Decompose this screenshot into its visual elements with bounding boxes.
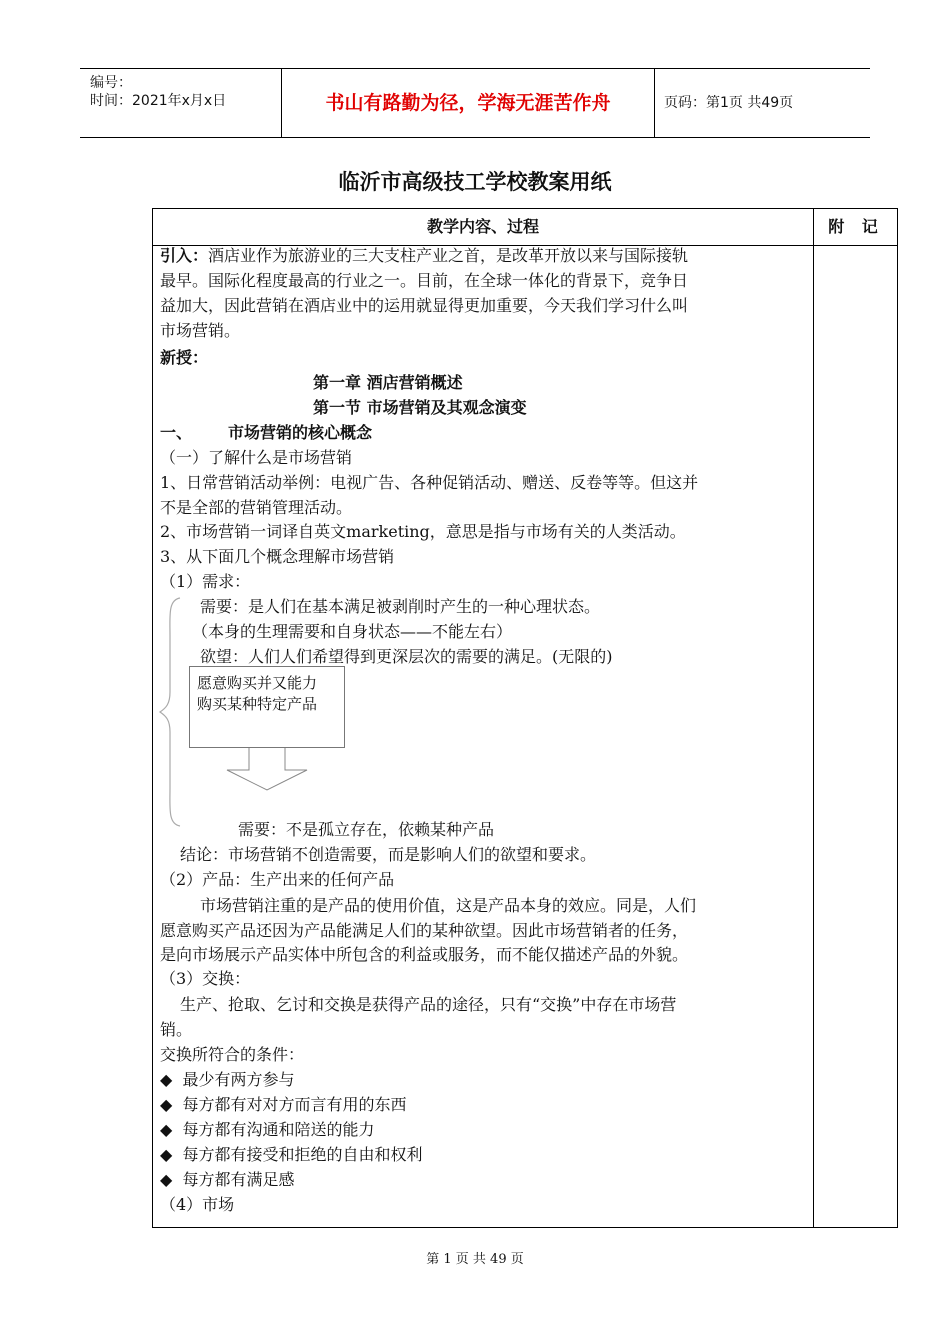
list-item: ◆ 每方都有对对方而言有用的东西 bbox=[160, 1095, 407, 1114]
need-note: （本身的生理需要和自身状态——不能左右） bbox=[192, 622, 513, 641]
paragraph: 愿意购买产品还因为产品能满足人们的某种欲望。因此市场营销者的任务， bbox=[160, 921, 689, 940]
intro-line: 市场营销。 bbox=[160, 321, 241, 340]
intro-line: 最早。国际化程度最高的行业之一。目前，在全球一体化的背景下，竞争日 bbox=[160, 271, 689, 290]
content-column-header: 教学内容、过程 bbox=[426, 217, 539, 236]
intro-label: 引入： bbox=[160, 246, 209, 265]
heading-number: 一、 bbox=[160, 423, 193, 442]
need-dependency: 需要：不是孤立存在，依赖某种产品 bbox=[238, 820, 495, 839]
number-label: 编号： bbox=[90, 75, 132, 91]
box-line: 愿意购买并又能力 bbox=[197, 674, 318, 692]
list-item: ◆ 每方都有接受和拒绝的自由和权利 bbox=[160, 1145, 423, 1164]
purchase-demand-box bbox=[189, 666, 345, 748]
core-concept-heading: 市场营销的核心概念 bbox=[228, 423, 373, 442]
paragraph: 不是全部的营销管理活动。 bbox=[160, 498, 353, 517]
list-item: ◆ 每方都有沟通和陪送的能力 bbox=[160, 1120, 375, 1139]
header-table bbox=[80, 68, 870, 138]
motto: 书山有路勤为径，学海无涯苦作舟 bbox=[282, 69, 655, 137]
diamond-bullet-icon: ◆ bbox=[160, 1145, 183, 1164]
diamond-bullet-icon: ◆ bbox=[160, 1170, 183, 1189]
box-line: 购买某种特定产品 bbox=[197, 695, 318, 713]
diamond-bullet-icon: ◆ bbox=[160, 1070, 183, 1089]
chapter-heading: 第一章 酒店营销概述 bbox=[313, 373, 463, 392]
diamond-bullet-icon: ◆ bbox=[160, 1120, 183, 1139]
page-info: 页码：第1页 共49页 bbox=[664, 95, 794, 111]
down-arrow-icon bbox=[225, 748, 309, 792]
new-lesson-label: 新授： bbox=[160, 348, 209, 367]
diamond-bullet-icon: ◆ bbox=[160, 1095, 183, 1114]
note-column-header: 附 记 bbox=[828, 217, 884, 236]
column-divider bbox=[813, 209, 814, 1227]
conclusion: 结论：市场营销不创造需要，而是影响人们的欲望和要求。 bbox=[180, 845, 597, 864]
paragraph: 交换所符合的条件： bbox=[160, 1045, 305, 1064]
section-heading: 第一节 市场营销及其观念演变 bbox=[313, 398, 527, 417]
paragraph: 1、日常营销活动举例：电视广告、各种促销活动、赠送、反卷等等。但这并 bbox=[160, 473, 699, 492]
paragraph: （1）需求： bbox=[160, 572, 251, 591]
paragraph: 市场营销注重的是产品的使用价值，这是产品本身的效应。同是，人们 bbox=[200, 896, 697, 915]
paragraph: （4）市场 bbox=[160, 1195, 235, 1214]
page-footer: 第 1 页 共 49 页 bbox=[426, 1252, 524, 1267]
paragraph: 生产、抢取、乞讨和交换是获得产品的途径，只有“交换”中存在市场营 bbox=[180, 995, 677, 1014]
list-item: ◆ 最少有两方参与 bbox=[160, 1070, 295, 1089]
paragraph: 2、市场营销一词译自英文marketing，意思是指与市场有关的人类活动。 bbox=[160, 522, 686, 541]
paragraph: 是向市场展示产品实体中所包含的利益或服务，而不能仅描述产品的外貌。 bbox=[160, 945, 689, 964]
paragraph: （3）交换： bbox=[160, 969, 251, 988]
paragraph: 3、从下面几个概念理解市场营销 bbox=[160, 547, 395, 566]
list-item: ◆ 每方都有满足感 bbox=[160, 1170, 295, 1189]
left-brace-icon bbox=[158, 596, 182, 828]
date-label: 时间：2021年x月x日 bbox=[90, 93, 227, 109]
page-title: 临沂市高级技工学校教案用纸 bbox=[338, 170, 612, 194]
header-meta-cell bbox=[80, 69, 282, 137]
intro-line bbox=[160, 244, 688, 268]
need-definition: 需要：是人们在基本满足被剥削时产生的一种心理状态。 bbox=[200, 597, 601, 616]
paragraph: （2）产品：生产出来的任何产品 bbox=[160, 870, 395, 889]
paragraph: （一）了解什么是市场营销 bbox=[160, 448, 353, 467]
desire-definition: 欲望：人们人们希望得到更深层次的需要的满足。(无限的) bbox=[200, 647, 613, 666]
intro-line: 益加大，因此营销在酒店业中的运用就显得更加重要，今天我们学习什么叫 bbox=[160, 296, 689, 315]
paragraph: 销。 bbox=[160, 1020, 193, 1039]
intro-text: 酒店业作为旅游业的三大支柱产业之首，是改革开放以来与国际接轨 bbox=[208, 246, 689, 265]
